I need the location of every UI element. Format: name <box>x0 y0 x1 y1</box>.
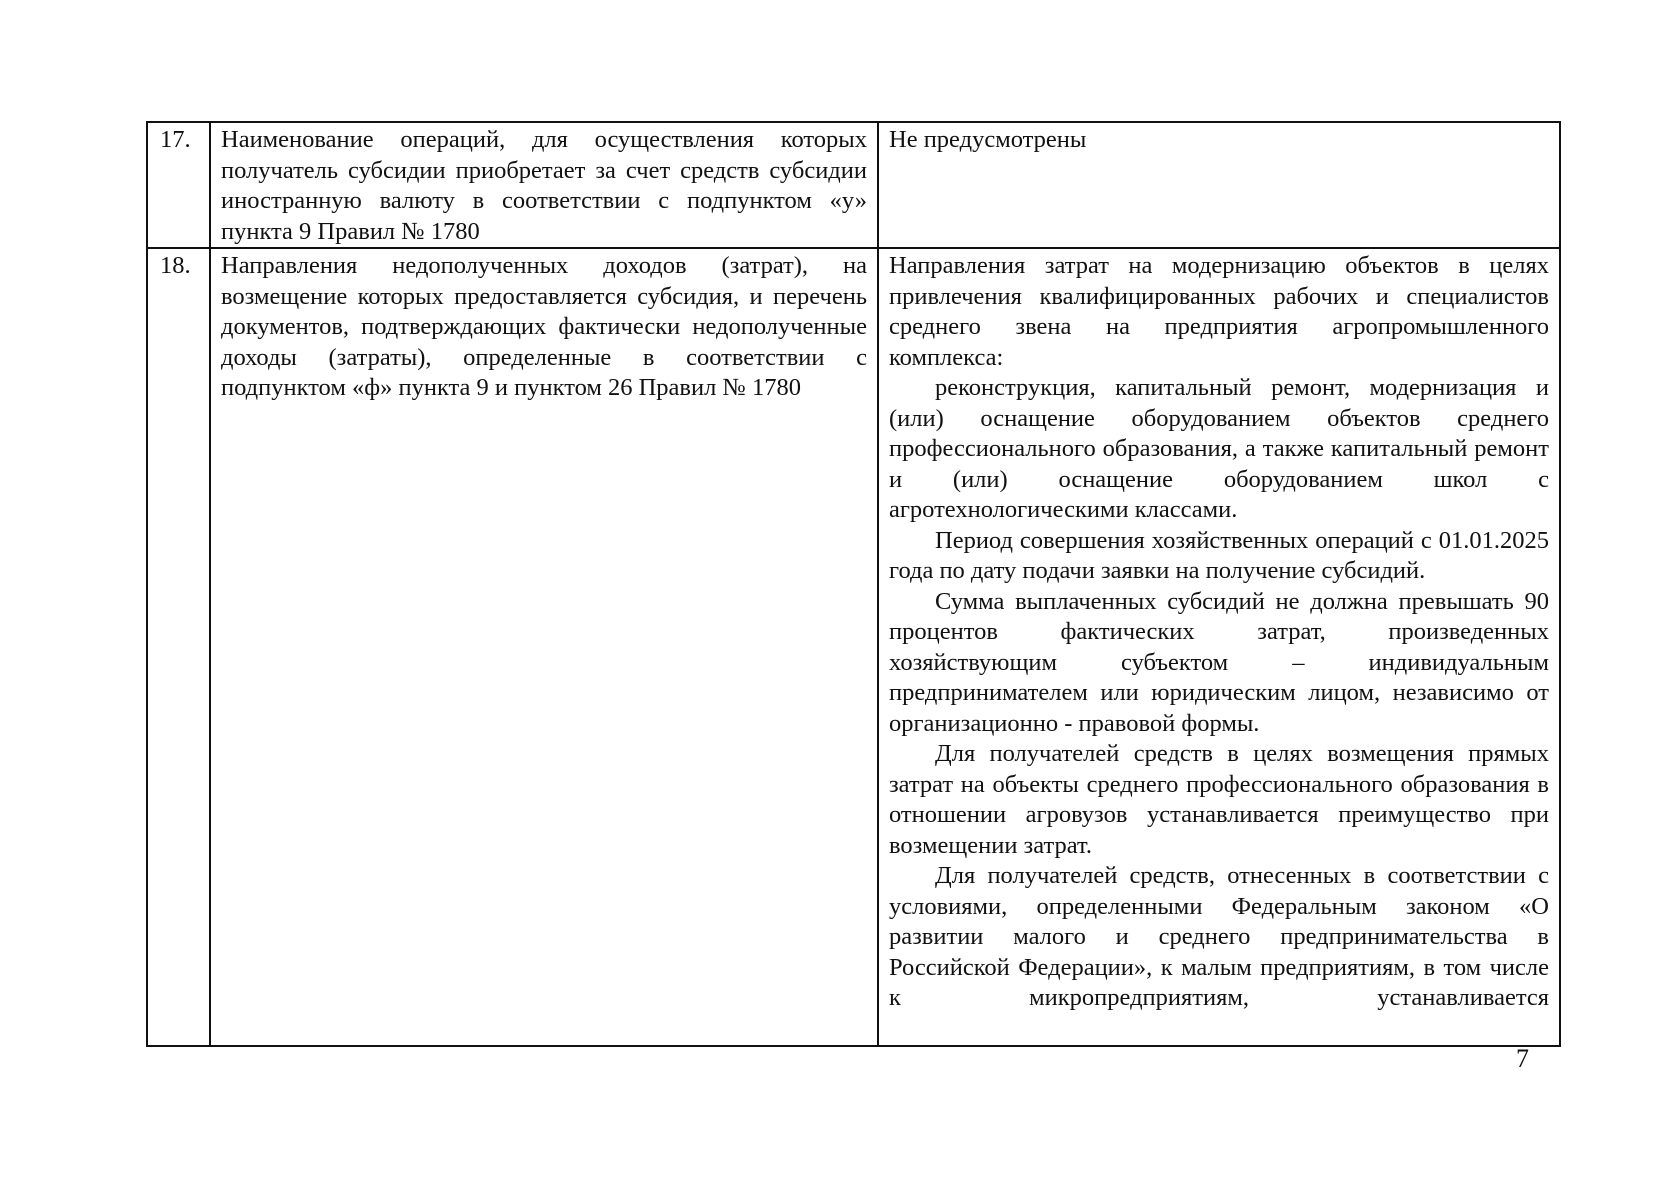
value-paragraph: Для получателей средств в целях возмещения прямых затрат на объекты среднего профессионального образования в отношении агровузов устанавливается преимущество при возмещении затрат. <box>889 740 1549 859</box>
document-table <box>146 121 1561 1047</box>
value-paragraph: Для получателей средств, отнесенных в соответствии с условиями, определенными Федеральным законом «О развитии малого и среднего предпринимательства в Российской Федерации», к малым предприятиям, в том числе к микропредприятиям, устанавливается <box>889 862 1549 1011</box>
row-name: Наименование операций, для осуществления которых получатель субсидии приобретает за счет средств субсидии иностранную валюту в соответствии с подпунктом «у» пункта 9 Правил № 1780 <box>210 122 878 248</box>
table-row <box>147 122 1560 248</box>
row-value: Не предусмотрены <box>878 122 1560 248</box>
table-row <box>147 248 1560 1046</box>
row-name: Направления недополученных доходов (затрат), на возмещение которых предоставляется субсидия, и перечень документов, подтверждающих фактически недополученные доходы (затраты), определенные в соответствии с подпунктом «ф» пункта 9 и пунктом 26 Правил № 1780 <box>210 248 878 1046</box>
value-paragraph: Сумма выплаченных субсидий не должна превышать 90 процентов фактических затрат, произведенных хозяйствующим субъектом – индивидуальным предпринимателем или юридическим лицом, независимо от организационно - правовой формы. <box>889 587 1549 737</box>
row-number: 17. <box>147 122 210 248</box>
page-number: 7 <box>1516 1044 1529 1073</box>
row-value <box>878 248 1560 1046</box>
value-paragraph: реконструкция, капитальный ремонт, модернизация и (или) оснащение оборудованием объектов среднего профессионального образования, а также капитальный ремонт и (или) оснащение оборудованием школ с агротехнологическими классами. <box>889 374 1549 523</box>
row-number: 18. <box>147 248 210 1046</box>
value-paragraph: Период совершения хозяйственных операций с 01.01.2025 года по дату подачи заявки на получение субсидий. <box>889 526 1549 584</box>
value-paragraph: Направления затрат на модернизацию объектов в целях привлечения квалифицированных рабочих и специалистов среднего звена на предприятия агропромышленного комплекса: <box>889 252 1549 371</box>
